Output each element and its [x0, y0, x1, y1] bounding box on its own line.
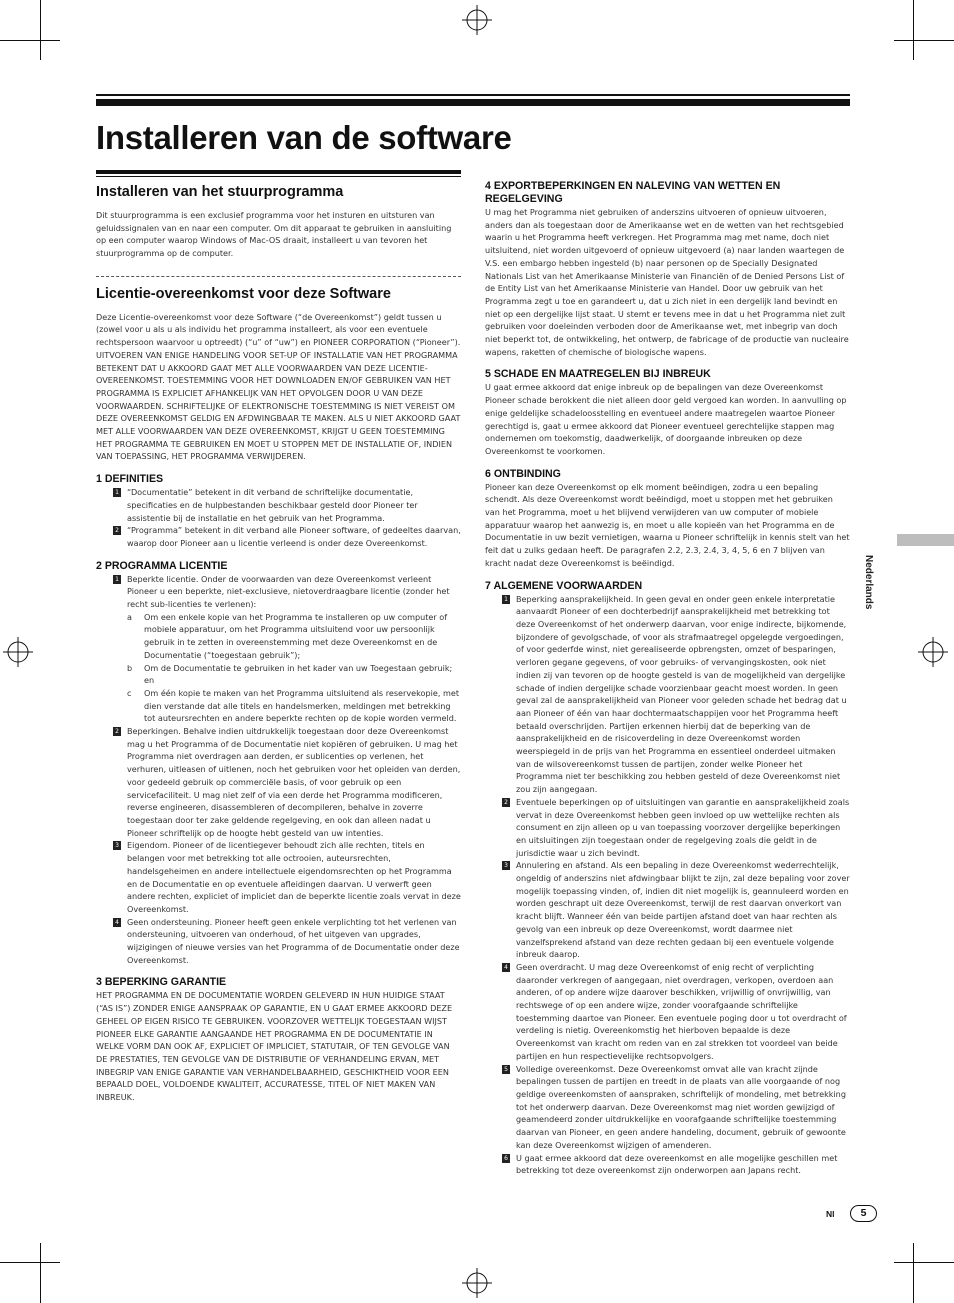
list-item-text: “Documentatie” betekent in dit verband de schriftelijke documentatie, specificaties en de hulpbestanden beschikbaar gesteld door Pioneer ter assistentie bij de installatie en het gebruik van het Programma.	[127, 487, 418, 523]
number-badge: 1	[502, 595, 510, 604]
list-item-text: Beperkingen. Behalve indien uitdrukkelijk toegestaan door deze Overeenkomst mag u het Programma of de Documentatie niet kopiëren of gebruiken. U mag het Programma niet overdragen aan derden, er sublicenties op verlenen, het verhuren, uitleasen of uitlenen, noch het gebruiken voor het opleiden van derden, voor gedeeld gebruik op commerciële basis, of voor gebruik op een servicefaciliteit. U mag niet zelf of via een derde het Programma modificeren, reverse engineeren, disassembleren of decompileren, behalve in zoverre toegestaan door ter zake geldende regelgeving, en ook dan alleen nadat u Pioneer schriftelijk op de hoogte hebt gesteld van uw intenties.	[127, 726, 461, 838]
number-badge: 3	[113, 841, 121, 850]
registration-mark-icon	[462, 1268, 492, 1298]
section-general-title: 7 ALGEMENE VOORWAARDEN	[485, 579, 643, 592]
section-rule-thin	[96, 176, 461, 177]
crop-mark	[40, 1243, 41, 1303]
license-caps: UITVOEREN VAN ENIGE HANDELING VOOR SET-UP OF INSTALLATIE VAN HET PROGRAMMA BETEKENT DAT U AKKOORD GAAT MET ALLE VOORWAARDEN VAN DEZE LICENTIE-OVEREENKOMST. TOESTEMMING VOOR HET DOWNLOADEN EN/OF GEBRUIKEN VAN HET PROGRAMMA IS EXPLICIET AFHANKELIJK VAN HET OPVOLGEN DOOR U VAN DEZE VOORWAARDEN. SCHRIFTELIJKE OF ELEKTRONISCHE TOESTEMMING IS NIET VEREIST OM DEZE OVEREENKOMST GELDIG EN AFDWINGBAAR TE MAKEN. ALS U NIET AKKOORD GAAT MET ALLE VOORWAARDEN VAN DEZE OVEREENKOMST, KRIJGT U GEEN TOESTEMMING HET PROGRAMMA TE GEBRUIKEN EN MOET U STOPPEN MET DE INSTALLATIE OF, INDIEN VAN TOEPASSING, HET PROGRAMMA VERWIJDEREN.	[96, 349, 461, 462]
number-badge: 4	[113, 918, 121, 927]
sub-item-text: Om de Documentatie te gebruiken in het kader van uw Toegestaan gebruik; en	[144, 662, 453, 686]
section-rule	[96, 170, 461, 174]
crop-mark	[913, 0, 914, 60]
registration-mark-icon	[3, 637, 33, 667]
left-column	[96, 170, 461, 1104]
number-badge: 4	[502, 963, 510, 972]
crop-mark	[40, 0, 41, 60]
sub-item-text: Om een enkele kopie van het Programma te installeren op uw computer of mobiele apparatuur, om het Programma uitsluitend voor uw persoonlijk gebruik in te zetten in overeenstemming met deze Overeenkomst en de Documentatie (“toegestaan gebruik”);	[144, 611, 448, 660]
number-badge: 3	[502, 861, 510, 870]
heading-license: Licentie-overeenkomst voor deze Software	[96, 285, 391, 302]
header-rule-thick	[96, 99, 850, 106]
list-item-text: Volledige overeenkomst. Deze Overeenkomst omvat alle van kracht zijnde bepalingen tussen de partijen en treedt in de plaats van alle voorgaande of nog geldige overeenkomsten of aanspraken, schriftelijk of mondeling, met betrekking tot het onderwerp daarvan. Deze Overeenkomst mag niet worden gewijzigd of geamendeerd zonder uitdrukkelijke en voorafgaande schriftelijke toestemming daarvan van Pioneer, en geen andere handeling, document, gebruik of gewoonte kan deze Overeenkomst wijzigen of amenderen.	[516, 1063, 846, 1150]
list-item	[485, 859, 850, 961]
heading-driver-install: Installeren van het stuurprogramma	[96, 184, 344, 200]
list-item-text: Beperkte licentie. Onder de voorwaarden van deze Overeenkomst verleent Pioneer u een beperkte, niet-exclusieve, nietoverdraagbare licentie (zonder het recht sub-licenties te verlenen):	[127, 573, 450, 610]
definitions-list	[96, 486, 461, 550]
number-badge: 1	[113, 575, 121, 584]
list-item	[485, 961, 850, 1063]
language-label-text: Nederlands	[863, 555, 874, 610]
list-item-text: Eventuele beperkingen op of uitsluitingen van garantie en aansprakelijkheid zoals vervat in deze Overeenkomst hebben geen invloed op uw wettelijke rechten als consument en zijn alleen op u van toepassing voorzover dergelijke beperkingen en uitsluitingen zijn toegestaan onder de regelgeving zoals die geldt in de jurisdictie waar u zich bevindt.	[516, 796, 850, 858]
sub-letter: a	[127, 611, 132, 622]
list-item	[96, 486, 461, 524]
list-item	[96, 839, 461, 915]
list-item	[485, 1152, 850, 1177]
list-item-text: Beperking aansprakelijkheid. In geen geval en onder geen enkele interpretatie aanvaardt Pioneer of een dochterbedrijf aansprakelijkheid met betrekking tot deze Overeenkomst of het onderwerp daarvan, voor enige indirecte, bijkomende, bijzondere of gevolgschade, of voor als strafmaatregel opgelegde vergoedingen, of voor gederfde winst, niet gerealiseerde opbrengsten, omzet of besparingen, verloren gegane gegevens, of voor gebruiks- of vervangingskosten, ook niet indien zij van tevoren op de hoogte gesteld is van de mogelijkheid van dergelijke schade of indien dergelijke schade voorzienbaar geacht moest worden. In geen geval zal de aansprakelijkheid van Pioneer voor geleden schade het bedrag dat u aan Pioneer of één van haar dochtermaatschappijen voor het Programma heeft betaald overschrijden. Partijen erkennen hierbij dat de beperking van de aansprakelijkheid en de risicoverdeling in deze Overeenkomst worden weerspiegeld in de prijs van het Programma en essentieel onderdeel uitmaken van de wilsovereenkomst tussen de partijen, zonder welke Pioneer het Programma niet ter beschikking zou hebben gesteld of deze Overeenkomst niet zou zijn aangegaan.	[516, 593, 847, 795]
language-side-label	[862, 555, 876, 625]
crop-mark	[0, 40, 60, 41]
section-termination-title: 6 ONTBINDING	[485, 467, 561, 480]
list-item	[485, 593, 850, 796]
list-item	[96, 573, 461, 611]
sub-item-text: Om één kopie te maken van het Programma uitsluitend als reservekopie, met dien verstande dat alle titels en handelsmerken, meldingen met betrekking tot auteursrechten en andere beperkte rechten op de kopie worden vermeld.	[144, 687, 460, 724]
page-header	[96, 94, 850, 156]
section-definitions-title: 1 DEFINITIES	[96, 473, 164, 486]
header-rule	[96, 94, 850, 96]
list-item	[96, 916, 461, 967]
crop-mark	[913, 1243, 914, 1303]
driver-paragraph: Dit stuurprogramma is een exclusief programma voor het insturen en uitsturen van geluidssignalen van en naar een computer. Om dit apparaat te gebruiken in aansluiting op een computer waarop Windows of Mac-OS draait, installeert u van tevoren het stuurprogramma op de computer.	[96, 209, 452, 259]
number-badge: 6	[502, 1154, 510, 1163]
number-badge: 2	[113, 727, 121, 736]
license-intro: Deze Licentie-overeenkomst voor deze Software (“de Overeenkomst”) geldt tussen u (zowel voor u als u als individu het programma installeert, als voor een eventuele rechtspersoon waarvoor u optreedt) (“u” of “uw”) en PIONEER CORPORATION (“Pioneer”).	[96, 311, 461, 348]
crop-mark	[894, 1262, 954, 1263]
list-item	[485, 796, 850, 860]
sub-letter: c	[127, 687, 132, 698]
list-item-text: Geen ondersteuning. Pioneer heeft geen enkele verplichting tot het verlenen van ondersteuning, uitvoeren van onderhoud, of het uitgeven van upgrades, wijzigingen of nieuwe versies van het Programma of de Documentatie onder deze Overeenkomst.	[127, 916, 460, 965]
list-item	[96, 524, 461, 549]
list-item	[96, 725, 461, 839]
number-badge: 2	[113, 526, 121, 535]
number-badge: 5	[502, 1065, 510, 1074]
sub-letter: b	[127, 662, 133, 673]
damages-paragraph: U gaat ermee akkoord dat enige inbreuk op de bepalingen van deze Overeenkomst Pioneer schade berokkent die niet alleen door geld vergoed kan worden. In aanvulling op enige geldelijke schadeloosstelling en eventueel andere maatregelen waartoe Pioneer gerechtigd is, gaat u ermee akkoord dat Pioneer eventueel gerechtelijke stappen mag ondernemen om toekomstig, daadwerkelijk, of doorgaande inbreuken op deze Overeenkomst te voorkomen.	[485, 382, 847, 456]
list-item	[485, 1063, 850, 1152]
list-item-text: Annulering en afstand. Als een bepaling in deze Overeenkomst wederrechtelijk, ongeldig of anderszins niet afdwingbaar blijkt te zijn, zal deze bepaling voor zover mogelijk toepassing vinden, of, indien dit niet mogelijk is, geannuleerd worden en worden geschrapt uit deze Overeenkomst, terwijl de rest daarvan onverkort van kracht blijft. Wanneer één van beide partijen afstand doet van haar rechten als gevolg van een inbreuk op deze Overeenkomst, wordt daarmee niet vanzelfsprekend afstand van deze rechten gedaan bij een eventuele volgende inbreuk daarop.	[516, 860, 850, 960]
right-column	[485, 170, 850, 1177]
list-item-text: Geen overdracht. U mag deze Overeenkomst of enig recht of verplichting daaronder verkregen of aangegaan, niet overdragen, verkopen, overdoen aan anderen, of op andere wijze daarover beschikken, vrijwillig of onvrijwillig, van rechtswege of op een andere wijze, zonder voorafgaande schriftelijke toestemming daartoe van Pioneer. Een eventuele poging door u tot overdracht of verdeling is nietig. Overeenkomstig het hierboven bepaalde is deze Overeenkomst van kracht om reden van en zal strekken tot voordeel van beide partijen en hun respectievelijke rechtsopvolgers.	[516, 961, 847, 1061]
sub-item	[96, 662, 461, 687]
list-item-text: Eigendom. Pioneer of de licentiegever behoudt zich alle rechten, titels en belangen voor met betrekking tot alle octrooien, auteursrechten, handelsgeheimen en andere intellectuele eigendomsrechten op het Programma en de Documentatie en op eventuele afleidingen daarvan. U verwerft geen andere rechten, expliciet of impliciet dan de beperkte licentie zoals vervat in deze Overeenkomst.	[127, 840, 461, 914]
language-tab	[897, 534, 954, 546]
sub-item	[96, 611, 461, 662]
number-badge: 1	[113, 488, 121, 497]
termination-paragraph: Pioneer kan deze Overeenkomst op elk moment beëindigen, zodra u een bepaling schendt. Als deze Overeenkomst wordt beëindigd, moet u stoppen met het gebruiken van het Programma, moet u het blijvend verwijderen van uw computer of mobiele apparatuur waarop het aanwezig is, en moet u alle kopieën van het Programma en de Documentatie in uw bezit vernietigen, waarna u Pioneer schriftelijk in kennis stelt van het feit dat u zulks gedaan heeft. De paragrafen 2.2, 2.3, 2.4, 3, 4, 5, 6 en 7 blijven van kracht nadat deze Overeenkomst is beëindigd.	[485, 481, 850, 568]
list-item-text: U gaat ermee akkoord dat deze overeenkomst en alle mogelijke geschillen met betrekking tot deze overeenkomst zijn onderworpen aan Japans recht.	[516, 1152, 838, 1176]
footer-language-code: Nl	[826, 1209, 835, 1219]
dashed-divider	[96, 276, 461, 277]
number-badge: 2	[502, 798, 510, 807]
registration-mark-icon	[462, 5, 492, 35]
crop-mark	[0, 1262, 60, 1263]
sub-item	[96, 687, 461, 725]
crop-mark	[894, 40, 954, 41]
section-export-title: 4 EXPORTBEPERKINGEN EN NALEVING VAN WETTEN EN REGELGEVING	[485, 180, 781, 205]
section-license-title: 2 PROGRAMMA LICENTIE	[96, 559, 228, 572]
warranty-paragraph: HET PROGRAMMA EN DE DOCUMENTATIE WORDEN GELEVERD IN HUN HUIDIGE STAAT (“AS IS”) ZONDER ENIGE AANSPRAAK OP GARANTIE, EN U GAAT ERMEE AKKOORD DEZE GEHEEL OP EIGEN RISICO TE GEBRUIKEN. VOORZOVER WETTELIJK TOEGESTAAN WIJST PIONEER ELKE GARANTIE AANGAANDE HET PROGRAMMA EN DE DOCUMENTATIE IN WELKE VORM DAN OOK AF, EXPLICIET OF IMPLICIET, STATUTAIR, OF TEN GEVOLGE VAN DE PRESTATIES, TEN GEVOLGE VAN DE DISTRIBUTIE OF VERHANDELING ERVAN, MET INBEGRIP VAN ENIGE GARANTIE VAN VERHANDELBAARHEID, GESCHIKTHEID VOOR EEN BEPAALD DOEL, VOLDOENDE KWALITEIT, ACCURATESSE, TITEL OF NIET MAKEN VAN INBREUK.	[96, 990, 453, 1103]
export-paragraph: U mag het Programma niet gebruiken of anderszins uitvoeren of opnieuw uitvoeren, anders dan als toegestaan door de Amerikaanse wet en de wetten van het rechtsgebied waarin u het Programma heeft verkregen. Het Programma mag met name, doch niet uitsluitend, niet worden uitgevoerd of opnieuw uitgevoerd (a) naar landen waartegen de V.S. een embargo hebben ingesteld (b) naar personen op de Specially Designated Nationals List van het Amerikaanse Ministerie van Financiën of de Denied Persons List of de Entity List van het Amerikaanse Ministerie van Handel. Door uw gebruik van het Programma zegt u toe en garandeert u, dat u zich niet in een dergelijk land bevindt en niet op een dergelijke lijst staat. U stemt er tevens mee in dat u het Programma niet zult gebruiken voor doeleinden verboden door de Amerikaanse wet, met inbegrip van doch niet beperkt tot, de ontwikkeling, het ontwerp, de fabricage of de productie van nucleaire wapens, raketten of chemische of biologische wapens.	[485, 207, 849, 357]
section-damages-title: 5 SCHADE EN MAATREGELEN BIJ INBREUK	[485, 368, 711, 381]
page-title: Installeren van de software	[96, 119, 512, 156]
list-item-text: “Programma” betekent in dit verband alle Pioneer software, of gedeeltes daarvan, waarop door Pioneer aan u licentie verleend is onder deze Overeenkomst.	[127, 525, 461, 548]
section-warranty-title: 3 BEPERKING GARANTIE	[96, 976, 227, 989]
registration-mark-icon	[918, 637, 948, 667]
page-number: 5	[850, 1205, 877, 1222]
